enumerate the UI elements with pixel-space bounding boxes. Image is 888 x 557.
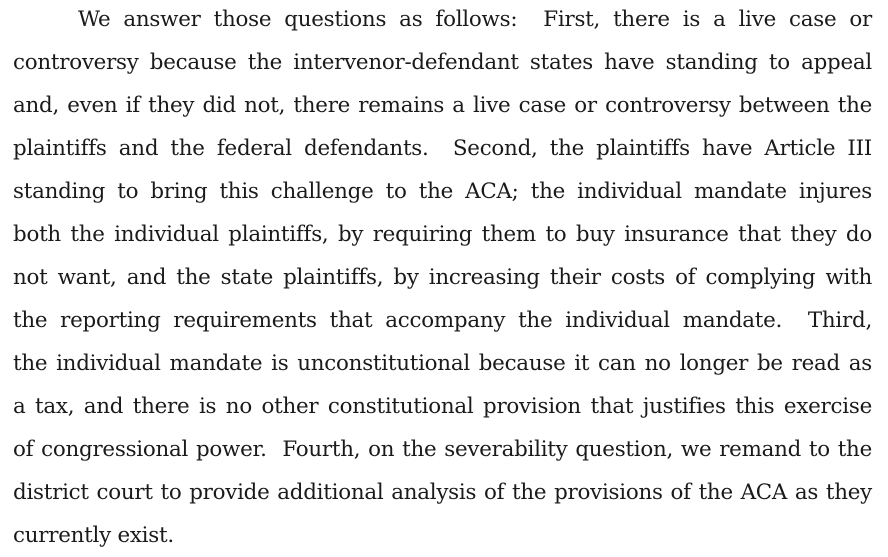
paragraph-line: and, even if they did not, there remains a live case or controversy between the (13, 93, 872, 118)
paragraph-line: the individual mandate is unconstitutional because it can no longer be read as (13, 351, 872, 376)
paragraph-line: standing to bring this challenge to the ACA; the individual mandate injures (13, 179, 872, 204)
paragraph-line: district court to provide additional analysis of the provisions of the ACA as they (13, 480, 872, 505)
paragraph-line: plaintiffs and the federal defendants. Second, the plaintiffs have Article III (13, 136, 872, 161)
paragraph-line: currently exist. (13, 523, 174, 548)
paragraph-line: a tax, and there is no other constitutional provision that justifies this exercise (13, 394, 872, 419)
paragraph-line: controversy because the intervenor-defendant states have standing to appeal (13, 50, 872, 75)
paragraph-line: of congressional power. Fourth, on the severability question, we remand to the (13, 437, 872, 462)
paragraph-line: We answer those questions as follows: First, there is a live case or (78, 7, 872, 32)
paragraph-line: both the individual plaintiffs, by requiring them to buy insurance that they do (13, 222, 872, 247)
paragraph-line: not want, and the state plaintiffs, by increasing their costs of complying with (13, 265, 872, 290)
paragraph-line: the reporting requirements that accompany the individual mandate. Third, (13, 308, 872, 333)
